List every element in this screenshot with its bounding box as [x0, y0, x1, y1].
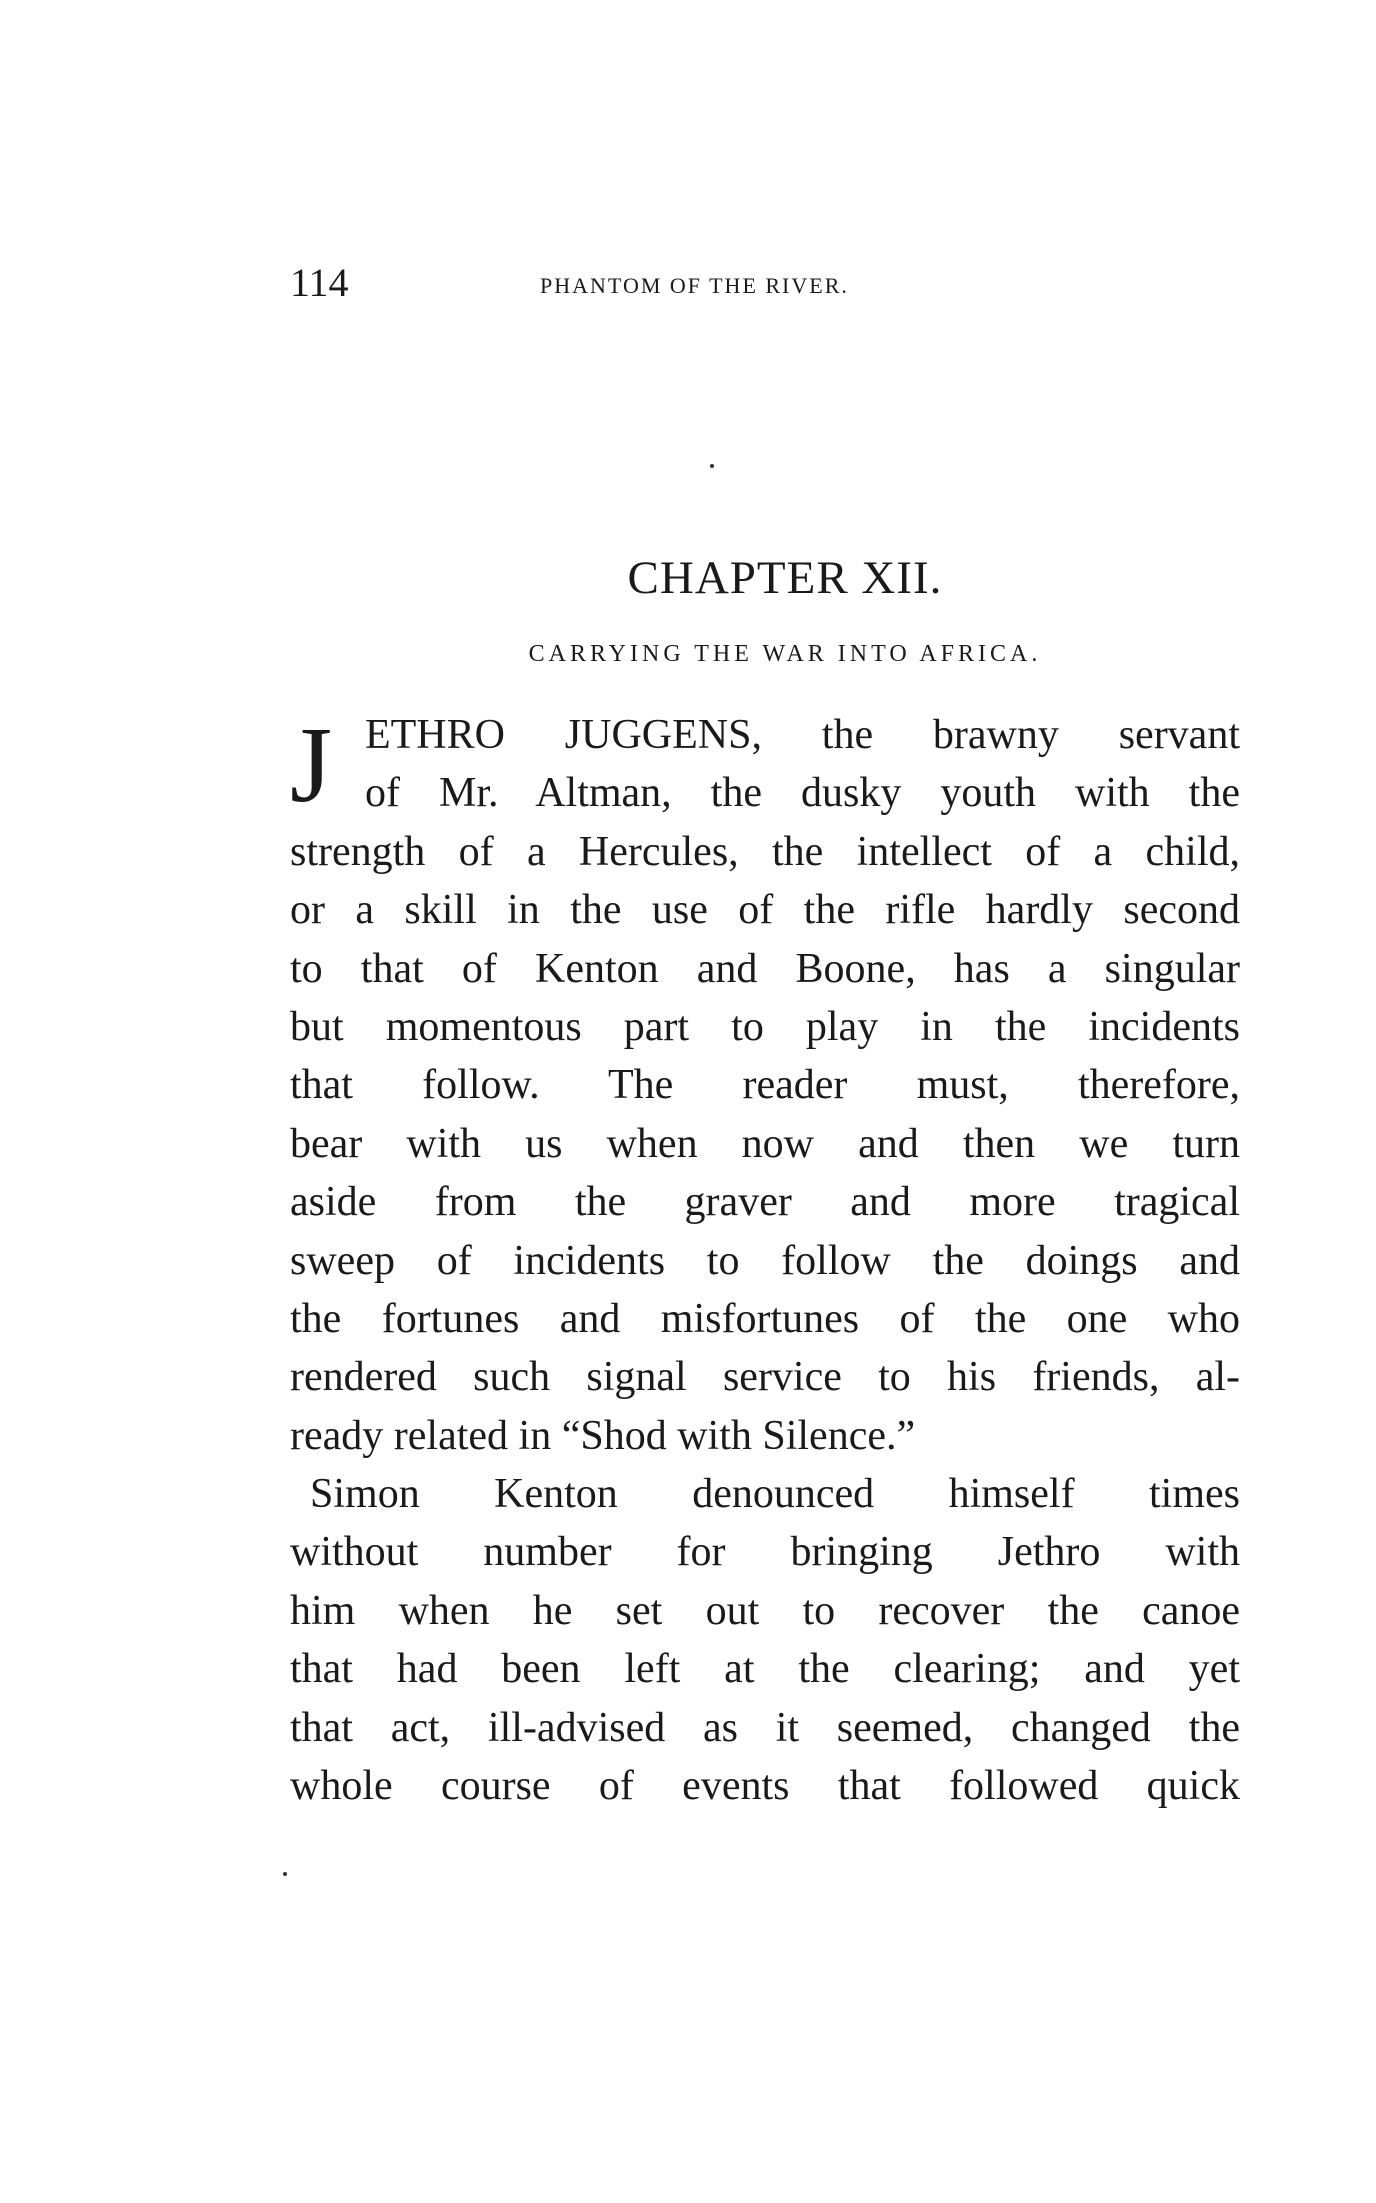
- text-line: that act, ill-advised as it seemed, changed the: [290, 1704, 1240, 1751]
- body-text: [290, 706, 1240, 1815]
- text-line: of Mr. Altman, the dusky youth with the: [365, 770, 1240, 817]
- running-head: [290, 258, 1240, 308]
- text-line: ETHRO JUGGENS, the brawny servant: [365, 712, 1240, 758]
- page-number: 114: [290, 260, 349, 305]
- text-line: Simon Kenton denounced himself times: [310, 1471, 1240, 1518]
- text-line: strength of a Hercules, the intellect of a child,: [290, 828, 1240, 875]
- text-line: without number for bringing Jethro with: [290, 1529, 1240, 1576]
- text-line: rendered such signal service to his friends, al-: [290, 1354, 1240, 1401]
- chapter-title: CHAPTER XII.: [627, 552, 943, 604]
- text-line: or a skill in the use of the rifle hardly second: [290, 887, 1240, 934]
- running-title: PHANTOM OF THE RIVER.: [540, 273, 849, 298]
- text-line: ready related in “Shod with Silence.”: [290, 1412, 916, 1459]
- text-line: him when he set out to recover the canoe: [290, 1587, 1240, 1634]
- text-line: to that of Kenton and Boone, has a singular: [290, 945, 1240, 992]
- text-line: sweep of incidents to follow the doings and: [290, 1237, 1240, 1284]
- text-line: whole course of events that followed quick: [290, 1763, 1240, 1810]
- text-line: bear with us when now and then we turn: [290, 1120, 1240, 1167]
- stray-mark: [283, 1872, 287, 1876]
- stray-mark: [710, 464, 714, 468]
- text-line: but momentous part to play in the incidents: [290, 1003, 1240, 1050]
- chapter-subtitle: CARRYING THE WAR INTO AFRICA.: [528, 641, 1042, 667]
- text-line: the fortunes and misfortunes of the one who: [290, 1295, 1240, 1342]
- text-line: that follow. The reader must, therefore,: [290, 1062, 1240, 1109]
- text-line: aside from the graver and more tragical: [290, 1179, 1240, 1226]
- drop-cap: J: [290, 706, 333, 825]
- text-line: that had been left at the clearing; and yet: [290, 1646, 1240, 1693]
